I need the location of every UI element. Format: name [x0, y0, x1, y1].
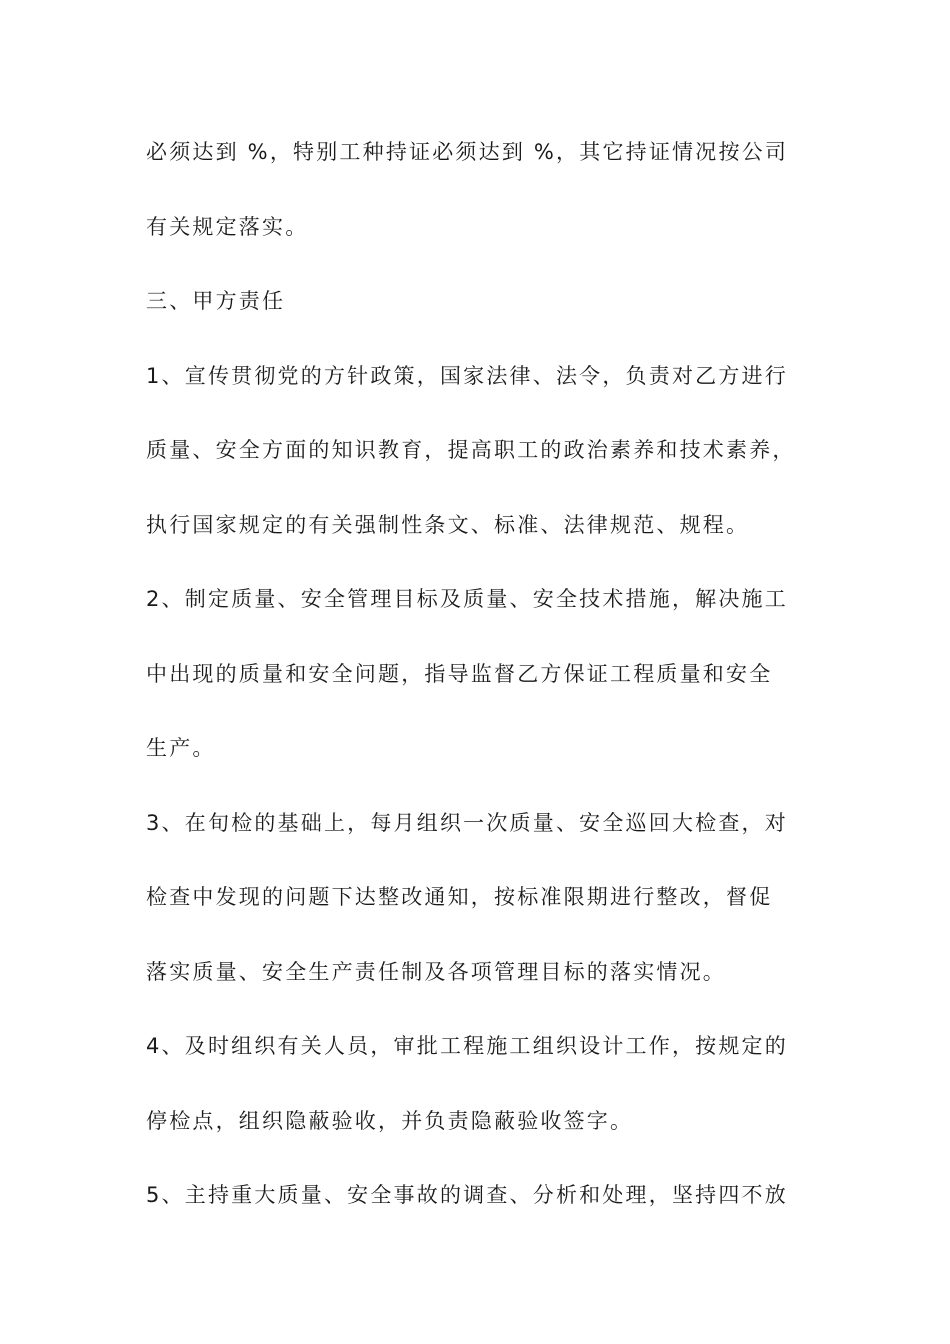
text-line: 2、制定质量、安全管理目标及质量、安全技术措施，解决施工 — [146, 587, 788, 611]
text-line: 检查中发现的问题下达整改通知，按标准限期进行整改，督促 — [146, 885, 773, 909]
text-line: 停检点，组织隐蔽验收，并负责隐蔽验收签字。 — [146, 1108, 634, 1133]
text-line: 质量、安全方面的知识教育，提高职工的政治素养和技术素养， — [146, 438, 796, 462]
section-heading: 三、甲方责任 — [146, 289, 286, 313]
text-line: 4、及时组织有关人员，审批工程施工组织设计工作，按规定的 — [146, 1034, 788, 1058]
text-line: 有关规定落实。 — [146, 214, 309, 239]
text-line: 必须达到 %，特别工种持证必须达到 %，其它持证情况按公司 — [146, 140, 789, 164]
text-line: 中出现的质量和安全问题，指导监督乙方保证工程质量和安全 — [146, 661, 773, 686]
text-line: 3、在旬检的基础上，每月组织一次质量、安全巡回大检查，对 — [146, 810, 788, 835]
text-line: 执行国家规定的有关强制性条文、标准、法律规范、规程。 — [146, 512, 750, 537]
text-line: 5、主持重大质量、安全事故的调查、分析和处理，坚持四不放 — [146, 1183, 788, 1207]
document-body — [146, 130, 811, 1248]
text-line: 1、宣传贯彻党的方针政策，国家法律、法令，负责对乙方进行 — [146, 363, 788, 388]
text-line: 生产。 — [146, 736, 216, 760]
text-line: 落实质量、安全生产责任制及各项管理目标的落实情况。 — [146, 959, 726, 984]
